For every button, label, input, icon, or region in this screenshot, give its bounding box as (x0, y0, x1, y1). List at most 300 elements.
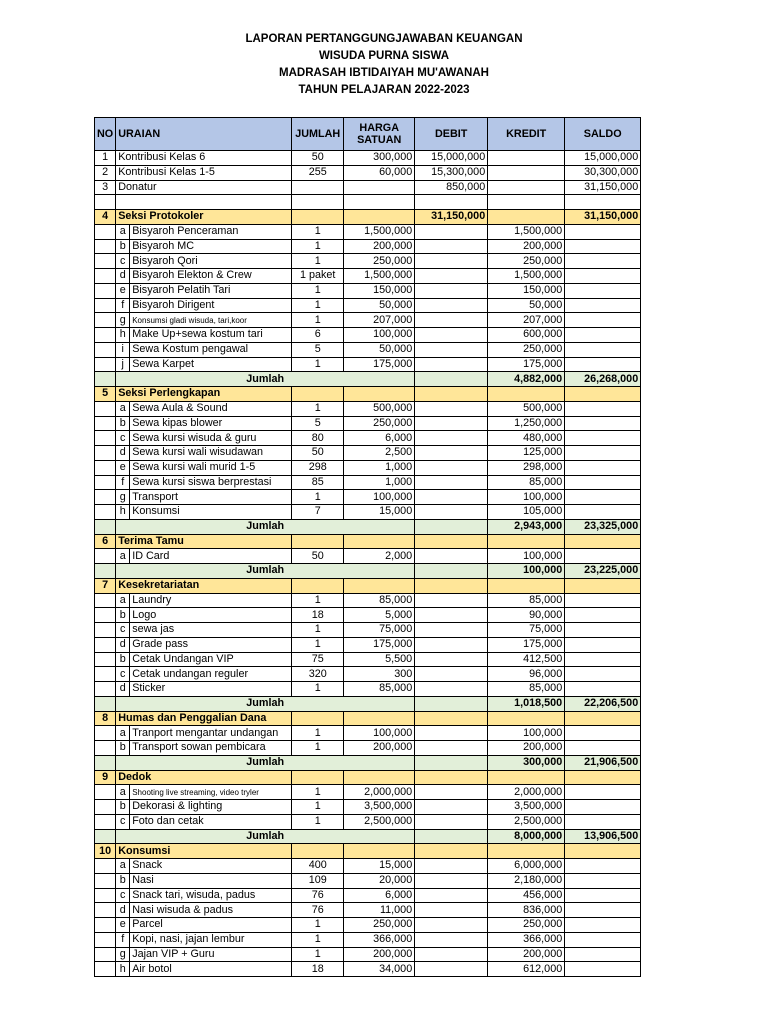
row-kredit: 836,000 (488, 903, 565, 918)
row-unit-price: 11,000 (344, 903, 415, 918)
row-saldo (565, 475, 641, 490)
header-row (95, 118, 641, 151)
total-kredit: 4,882,000 (488, 372, 565, 387)
row-unit-price: 250,000 (344, 918, 415, 933)
row-no (95, 313, 116, 328)
expense-row (95, 903, 641, 918)
row-no (95, 416, 116, 431)
row-debit (415, 918, 488, 933)
row-description: Laundry (130, 593, 292, 608)
row-letter: d (116, 682, 130, 697)
row-no (95, 475, 116, 490)
row-no (95, 800, 116, 815)
expense-row (95, 667, 641, 682)
row-kredit: 600,000 (488, 328, 565, 343)
section-title: Terima Tamu (116, 534, 292, 549)
row-quantity: 1 (292, 682, 344, 697)
row-quantity: 1 (292, 357, 344, 372)
row-debit (415, 814, 488, 829)
row-kredit: 500,000 (488, 401, 565, 416)
row-description: Sticker (130, 682, 292, 697)
row-description: Tranport mengantar undangan (130, 726, 292, 741)
row-kredit: 250,000 (488, 918, 565, 933)
row-description: Jajan VIP + Guru (130, 947, 292, 962)
section-no: 5 (95, 387, 116, 402)
row-kredit: 175,000 (488, 357, 565, 372)
section-quantity (292, 711, 344, 726)
section-total-row (95, 519, 641, 534)
section-unit-price (344, 534, 415, 549)
row-letter: c (116, 623, 130, 638)
total-saldo: 21,906,500 (565, 755, 641, 770)
expense-row (95, 342, 641, 357)
section-no: 10 (95, 844, 116, 859)
row-saldo (565, 637, 641, 652)
total-label: Jumlah (116, 696, 415, 711)
row-letter: f (116, 298, 130, 313)
row-unit-price: 366,000 (344, 932, 415, 947)
row-quantity: 1 (292, 254, 344, 269)
section-saldo (565, 844, 641, 859)
blank-cell (95, 195, 116, 210)
row-kredit: 1,250,000 (488, 416, 565, 431)
row-no (95, 682, 116, 697)
row-unit-price (344, 180, 415, 195)
section-total-row (95, 564, 641, 579)
row-description: Bisyaroh Pelatih Tari (130, 283, 292, 298)
row-saldo (565, 342, 641, 357)
section-no: 9 (95, 770, 116, 785)
row-no (95, 932, 116, 947)
row-unit-price: 500,000 (344, 401, 415, 416)
row-kredit: 105,000 (488, 505, 565, 520)
row-quantity: 18 (292, 962, 344, 977)
row-debit (415, 888, 488, 903)
expense-row (95, 593, 641, 608)
row-saldo (565, 254, 641, 269)
row-kredit: 2,500,000 (488, 814, 565, 829)
total-kredit: 8,000,000 (488, 829, 565, 844)
row-quantity: 1 (292, 401, 344, 416)
section-saldo (565, 711, 641, 726)
row-no (95, 623, 116, 638)
row-kredit (488, 180, 565, 195)
total-kredit: 1,018,500 (488, 696, 565, 711)
row-unit-price: 100,000 (344, 328, 415, 343)
row-quantity: 1 (292, 637, 344, 652)
section-title: Humas dan Penggalian Dana (116, 711, 292, 726)
section-header-row (95, 210, 641, 225)
section-quantity (292, 210, 344, 225)
row-description: Air botol (130, 962, 292, 977)
row-unit-price: 50,000 (344, 298, 415, 313)
row-debit (415, 667, 488, 682)
total-no (95, 755, 116, 770)
row-kredit: 150,000 (488, 283, 565, 298)
row-unit-price: 150,000 (344, 283, 415, 298)
row-no (95, 903, 116, 918)
row-debit (415, 800, 488, 815)
row-saldo (565, 608, 641, 623)
row-kredit: 6,000,000 (488, 859, 565, 874)
section-unit-price (344, 578, 415, 593)
blank-cell (116, 195, 292, 210)
row-debit (415, 431, 488, 446)
section-title: Kesekretariatan (116, 578, 292, 593)
section-header-row (95, 711, 641, 726)
row-unit-price: 75,000 (344, 623, 415, 638)
expense-row (95, 682, 641, 697)
row-letter: c (116, 667, 130, 682)
row-unit-price: 1,500,000 (344, 269, 415, 284)
row-no: 3 (95, 180, 116, 195)
row-no (95, 239, 116, 254)
blank-cell (292, 195, 344, 210)
section-debit: 31,150,000 (415, 210, 488, 225)
row-unit-price: 85,000 (344, 593, 415, 608)
row-description: Sewa Karpet (130, 357, 292, 372)
expense-row (95, 623, 641, 638)
row-kredit: 2,180,000 (488, 873, 565, 888)
row-quantity: 1 (292, 283, 344, 298)
row-letter: b (116, 741, 130, 756)
total-saldo: 23,225,000 (565, 564, 641, 579)
row-kredit: 50,000 (488, 298, 565, 313)
row-debit (415, 401, 488, 416)
row-no (95, 269, 116, 284)
expense-row (95, 224, 641, 239)
row-saldo (565, 947, 641, 962)
row-letter: e (116, 283, 130, 298)
ledger-table (94, 117, 641, 977)
row-letter: i (116, 342, 130, 357)
total-kredit: 2,943,000 (488, 519, 565, 534)
row-letter: e (116, 918, 130, 933)
section-quantity (292, 387, 344, 402)
section-total-row (95, 829, 641, 844)
row-quantity: 50 (292, 549, 344, 564)
row-letter: b (116, 800, 130, 815)
section-header-row (95, 770, 641, 785)
row-quantity (292, 180, 344, 195)
section-debit (415, 711, 488, 726)
row-unit-price: 60,000 (344, 165, 415, 180)
row-letter: a (116, 859, 130, 874)
expense-row (95, 254, 641, 269)
row-description: Bisyaroh Dirigent (130, 298, 292, 313)
row-saldo (565, 814, 641, 829)
row-description: Nasi (130, 873, 292, 888)
section-kredit (488, 770, 565, 785)
header-harga (344, 118, 415, 151)
row-saldo (565, 918, 641, 933)
row-unit-price: 6,000 (344, 431, 415, 446)
row-description: sewa jas (130, 623, 292, 638)
section-quantity (292, 770, 344, 785)
section-quantity (292, 844, 344, 859)
header-debit: DEBIT (415, 118, 488, 151)
title-line: LAPORAN PERTANGGUNGJAWABAN KEUANGAN (245, 33, 523, 45)
row-no (95, 873, 116, 888)
section-no: 4 (95, 210, 116, 225)
row-saldo (565, 446, 641, 461)
title-line: WISUDA PURNA SISWA (318, 50, 450, 62)
row-saldo (565, 416, 641, 431)
expense-row (95, 859, 641, 874)
row-no (95, 342, 116, 357)
row-unit-price: 85,000 (344, 682, 415, 697)
total-label: Jumlah (116, 564, 415, 579)
row-saldo (565, 623, 641, 638)
row-letter: c (116, 254, 130, 269)
row-letter: h (116, 328, 130, 343)
blank-row (95, 195, 641, 210)
section-total-row (95, 696, 641, 711)
row-quantity: 7 (292, 505, 344, 520)
row-quantity: 1 (292, 726, 344, 741)
total-debit (415, 696, 488, 711)
row-debit (415, 637, 488, 652)
row-saldo (565, 298, 641, 313)
row-debit (415, 328, 488, 343)
expense-row (95, 460, 641, 475)
row-no (95, 637, 116, 652)
row-quantity: 1 (292, 239, 344, 254)
header-harga-line1: HARGA (359, 122, 399, 134)
row-debit (415, 446, 488, 461)
row-debit (415, 298, 488, 313)
expense-row (95, 652, 641, 667)
expense-row (95, 932, 641, 947)
row-letter: c (116, 814, 130, 829)
row-description: Snack tari, wisuda, padus (130, 888, 292, 903)
row-quantity: 255 (292, 165, 344, 180)
row-letter: b (116, 416, 130, 431)
expense-row (95, 328, 641, 343)
row-kredit: 412,500 (488, 652, 565, 667)
section-no: 8 (95, 711, 116, 726)
row-no (95, 401, 116, 416)
row-letter: a (116, 593, 130, 608)
row-letter: a (116, 549, 130, 564)
row-debit (415, 873, 488, 888)
section-title: Seksi Protokoler (116, 210, 292, 225)
row-kredit: 100,000 (488, 549, 565, 564)
row-saldo (565, 741, 641, 756)
row-no (95, 888, 116, 903)
total-saldo: 13,906,500 (565, 829, 641, 844)
section-title: Dedok (116, 770, 292, 785)
row-letter: b (116, 873, 130, 888)
row-saldo (565, 328, 641, 343)
row-description: Transport sowan pembicara (130, 741, 292, 756)
row-no: 1 (95, 151, 116, 166)
row-debit (415, 224, 488, 239)
row-saldo (565, 357, 641, 372)
section-unit-price (344, 387, 415, 402)
row-kredit: 480,000 (488, 431, 565, 446)
row-unit-price: 1,500,000 (344, 224, 415, 239)
row-letter: a (116, 785, 130, 800)
row-description: Make Up+sewa kostum tari (130, 328, 292, 343)
row-quantity: 1 (292, 947, 344, 962)
row-saldo (565, 505, 641, 520)
row-no (95, 224, 116, 239)
row-kredit: 456,000 (488, 888, 565, 903)
section-debit (415, 578, 488, 593)
row-no (95, 357, 116, 372)
row-letter: c (116, 431, 130, 446)
row-kredit: 100,000 (488, 490, 565, 505)
row-no (95, 726, 116, 741)
row-unit-price: 250,000 (344, 254, 415, 269)
row-quantity: 1 paket (292, 269, 344, 284)
row-kredit: 298,000 (488, 460, 565, 475)
row-saldo (565, 667, 641, 682)
section-unit-price (344, 770, 415, 785)
header-jumlah: JUMLAH (292, 118, 344, 151)
row-description: Bisyaroh Penceraman (130, 224, 292, 239)
section-saldo (565, 534, 641, 549)
row-letter: d (116, 269, 130, 284)
section-kredit (488, 578, 565, 593)
row-quantity: 320 (292, 667, 344, 682)
expense-row (95, 313, 641, 328)
blank-cell (344, 195, 415, 210)
row-saldo (565, 888, 641, 903)
row-quantity: 1 (292, 313, 344, 328)
row-kredit: 125,000 (488, 446, 565, 461)
row-letter: g (116, 490, 130, 505)
row-unit-price: 2,500,000 (344, 814, 415, 829)
section-unit-price (344, 210, 415, 225)
row-unit-price: 50,000 (344, 342, 415, 357)
section-quantity (292, 534, 344, 549)
row-saldo (565, 652, 641, 667)
expense-row (95, 416, 641, 431)
expense-row (95, 873, 641, 888)
total-debit (415, 519, 488, 534)
row-debit (415, 593, 488, 608)
row-quantity: 1 (292, 593, 344, 608)
section-header-row (95, 578, 641, 593)
row-description: Sewa kipas blower (130, 416, 292, 431)
row-no (95, 652, 116, 667)
row-no (95, 431, 116, 446)
row-no (95, 947, 116, 962)
expense-row (95, 239, 641, 254)
row-kredit: 1,500,000 (488, 224, 565, 239)
row-unit-price: 5,000 (344, 608, 415, 623)
row-kredit: 2,000,000 (488, 785, 565, 800)
expense-row (95, 888, 641, 903)
row-unit-price: 200,000 (344, 239, 415, 254)
header-kredit: KREDIT (488, 118, 565, 151)
row-saldo (565, 269, 641, 284)
row-kredit: 85,000 (488, 475, 565, 490)
row-letter: h (116, 505, 130, 520)
row-unit-price: 15,000 (344, 505, 415, 520)
total-no (95, 696, 116, 711)
row-letter: c (116, 888, 130, 903)
section-title: Seksi Perlengkapan (116, 387, 292, 402)
row-letter: a (116, 401, 130, 416)
row-debit (415, 269, 488, 284)
header-uraian: URAIAN (116, 118, 292, 151)
row-letter: b (116, 652, 130, 667)
income-row (95, 151, 641, 166)
row-debit (415, 652, 488, 667)
row-no (95, 608, 116, 623)
section-kredit (488, 534, 565, 549)
row-saldo (565, 932, 641, 947)
row-description: Sewa kursi wisuda & guru (130, 431, 292, 446)
row-debit: 15,000,000 (415, 151, 488, 166)
row-saldo: 30,300,000 (565, 165, 641, 180)
row-letter: f (116, 932, 130, 947)
row-debit (415, 342, 488, 357)
row-letter: a (116, 224, 130, 239)
section-kredit (488, 844, 565, 859)
row-quantity: 50 (292, 446, 344, 461)
row-quantity: 1 (292, 224, 344, 239)
row-quantity: 5 (292, 416, 344, 431)
section-no: 7 (95, 578, 116, 593)
title-line: TAHUN PELAJARAN 2022-2023 (298, 84, 470, 96)
row-description: Sewa kursi siswa berprestasi (130, 475, 292, 490)
row-description: Cetak undangan reguler (130, 667, 292, 682)
row-quantity: 76 (292, 888, 344, 903)
row-saldo (565, 873, 641, 888)
row-letter: d (116, 903, 130, 918)
row-no (95, 446, 116, 461)
row-quantity: 76 (292, 903, 344, 918)
row-debit (415, 682, 488, 697)
total-label: Jumlah (116, 755, 415, 770)
section-header-row (95, 534, 641, 549)
expense-row (95, 785, 641, 800)
row-description: Logo (130, 608, 292, 623)
row-quantity: 1 (292, 814, 344, 829)
row-debit (415, 490, 488, 505)
row-description: Nasi wisuda & padus (130, 903, 292, 918)
row-saldo: 15,000,000 (565, 151, 641, 166)
title-line: MADRASAH IBTIDAIYAH MU'AWANAH (279, 67, 489, 79)
row-quantity: 1 (292, 623, 344, 638)
expense-row (95, 962, 641, 977)
section-header-row (95, 844, 641, 859)
row-saldo: 31,150,000 (565, 180, 641, 195)
row-unit-price: 5,500 (344, 652, 415, 667)
row-description: Cetak Undangan VIP (130, 652, 292, 667)
row-description: Sewa kursi wali wisudawan (130, 446, 292, 461)
row-unit-price: 175,000 (344, 637, 415, 652)
row-no (95, 460, 116, 475)
expense-row (95, 814, 641, 829)
expense-row (95, 490, 641, 505)
row-saldo (565, 903, 641, 918)
row-description: Konsumsi (130, 505, 292, 520)
expense-row (95, 918, 641, 933)
row-kredit: 85,000 (488, 682, 565, 697)
row-kredit: 250,000 (488, 254, 565, 269)
row-no (95, 918, 116, 933)
section-debit (415, 534, 488, 549)
row-saldo (565, 239, 641, 254)
row-letter: d (116, 637, 130, 652)
row-no (95, 283, 116, 298)
row-debit (415, 239, 488, 254)
